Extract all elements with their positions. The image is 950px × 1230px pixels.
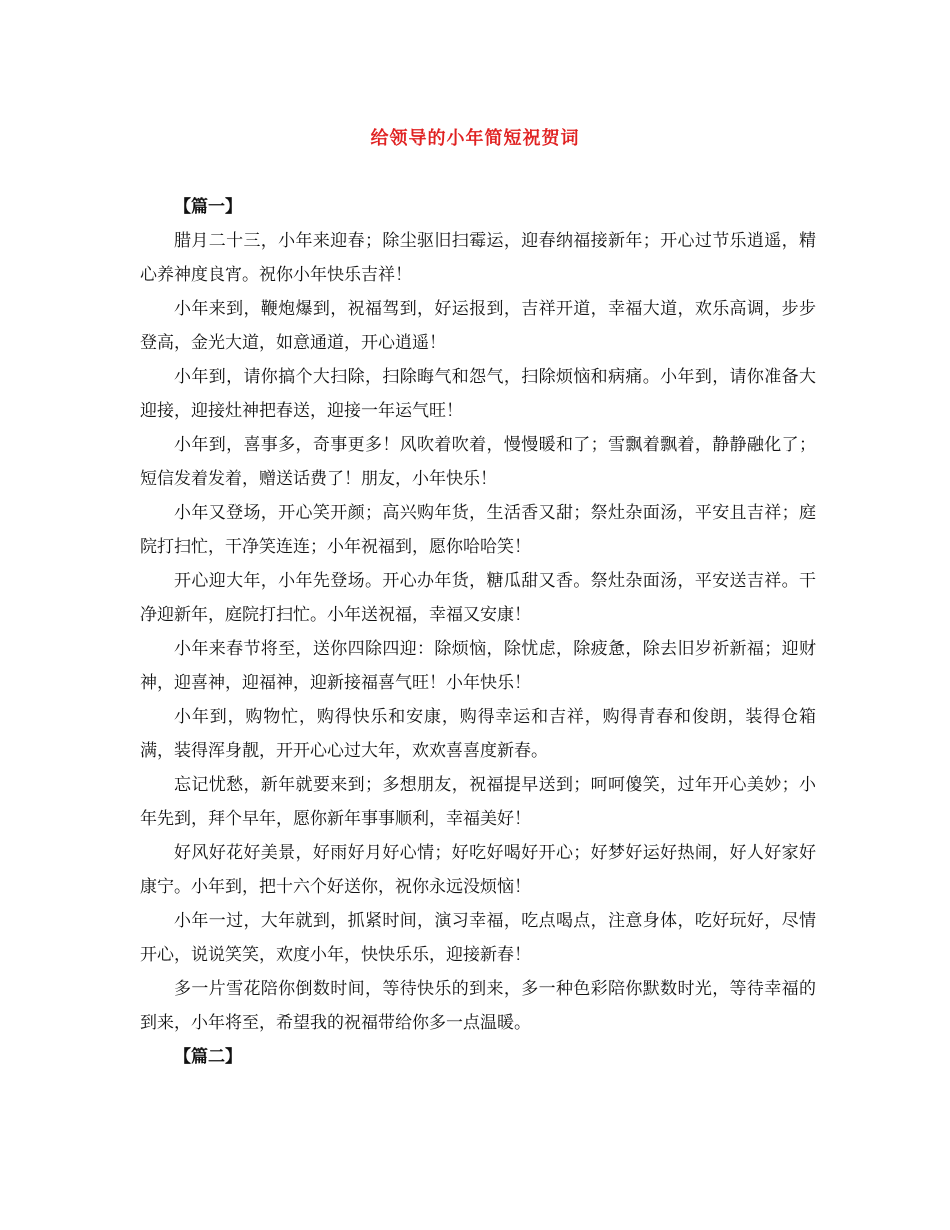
paragraph: 小年来到，鞭炮爆到，祝福驾到，好运报到，吉祥开道，幸福大道，欢乐高调，步步登高，金光大道，如意通道，开心逍遥！ (140, 299, 816, 353)
section-heading-2: 【篇二】 (174, 1047, 242, 1067)
paragraph: 小年一过，大年就到，抓紧时间，演习幸福，吃点喝点，注意身体，吃好玩好，尽情开心，说说笑笑，欢度小年，快快乐乐，迎接新春！ (140, 911, 816, 965)
paragraph: 腊月二十三，小年来迎春；除尘驱旧扫霉运，迎春纳福接新年；开心过节乐逍遥，精心养神度良宵。祝你小年快乐吉祥！ (140, 231, 816, 285)
paragraph: 小年来春节将至，送你四除四迎：除烦恼，除忧虑，除疲惫，除去旧岁祈新福；迎财神，迎喜神，迎福神，迎新接福喜气旺！小年快乐！ (140, 639, 816, 693)
paragraph: 小年到，喜事多，奇事更多！风吹着吹着，慢慢暖和了；雪飘着飘着，静静融化了；短信发着发着，赠送话费了！朋友，小年快乐！ (140, 435, 816, 489)
paragraph: 小年到，购物忙，购得快乐和安康，购得幸运和吉祥，购得青春和俊朗，装得仓箱满，装得浑身靓，开开心心过大年，欢欢喜喜度新春。 (140, 707, 816, 761)
document-title: 给领导的小年简短祝贺词 (370, 128, 580, 149)
paragraph: 忘记忧愁，新年就要来到；多想朋友，祝福提早送到；呵呵傻笑，过年开心美妙；小年先到，拜个早年，愿你新年事事顺利，幸福美好！ (140, 775, 816, 829)
paragraph: 多一片雪花陪你倒数时间，等待快乐的到来，多一种色彩陪你默数时光，等待幸福的到来，小年将至，希望我的祝福带给你多一点温暖。 (140, 979, 816, 1033)
paragraph: 开心迎大年，小年先登场。开心办年货，糖瓜甜又香。祭灶杂面汤，平安送吉祥。干净迎新年，庭院打扫忙。小年送祝福，幸福又安康！ (140, 571, 816, 625)
paragraph: 好风好花好美景，好雨好月好心情；好吃好喝好开心；好梦好运好热闹，好人好家好康宁。小年到，把十六个好送你，祝你永远没烦恼！ (140, 843, 816, 897)
paragraph: 小年又登场，开心笑开颜；高兴购年货，生活香又甜；祭灶杂面汤，平安且吉祥；庭院打扫忙，干净笑连连；小年祝福到，愿你哈哈笑！ (140, 503, 816, 557)
document-body (140, 190, 816, 1074)
paragraph: 小年到，请你搞个大扫除，扫除晦气和怨气，扫除烦恼和病痛。小年到，请你准备大迎接，迎接灶神把春送，迎接一年运气旺！ (140, 367, 816, 421)
section-heading-1: 【篇一】 (174, 197, 242, 217)
